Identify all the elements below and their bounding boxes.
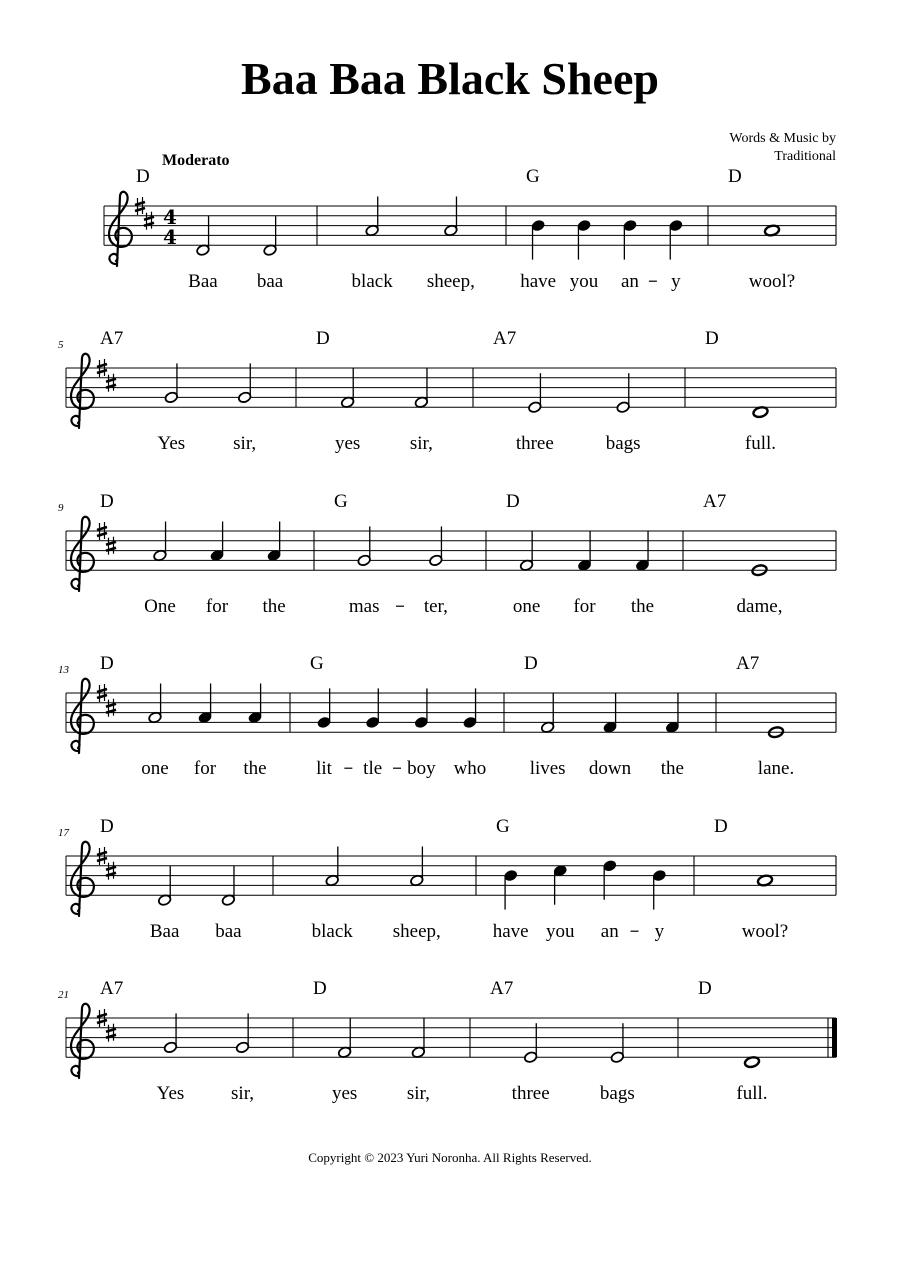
lyric-syllable: baa [215, 921, 242, 943]
sharp-bar [97, 689, 107, 692]
chord-symbol: G [496, 816, 510, 837]
note [577, 219, 591, 259]
measure-number: 5 [58, 339, 64, 351]
lyric-syllable: One [144, 596, 176, 618]
note [603, 693, 617, 733]
chord-symbol: G [334, 491, 348, 512]
lyric-syllable: lane. [757, 758, 795, 780]
lyric-syllable: one [512, 596, 541, 618]
sharp-bar [97, 370, 107, 373]
time-signature-numerator: 4 [163, 205, 177, 229]
measure-number: 13 [58, 664, 69, 676]
chord-symbol: A7 [490, 978, 514, 999]
staff-system [58, 978, 837, 1104]
note [365, 197, 379, 237]
time-signature-denominator: 4 [163, 225, 177, 249]
final-thick-barline [832, 1018, 837, 1057]
chord-symbol: D [705, 328, 719, 349]
lyric-syllable: the [630, 596, 655, 618]
lyric-syllable: full. [744, 433, 777, 455]
note [221, 866, 235, 906]
lyric-syllable: the [660, 758, 684, 780]
sharp-bar [106, 379, 116, 382]
note [610, 1023, 624, 1063]
lyric-syllable: wool? [741, 921, 789, 943]
measure [100, 816, 242, 942]
lyric-syllable: sheep, [392, 921, 441, 943]
sharp-bar [106, 542, 116, 545]
note [414, 368, 428, 408]
lyric-syllable: dame, [736, 596, 783, 618]
measure [490, 978, 635, 1104]
tempo-marking: Moderato [162, 152, 230, 169]
note [444, 197, 458, 237]
lyric-syllable: one [141, 758, 169, 780]
chord-symbol: D [100, 653, 114, 674]
lyric-syllable: lit [316, 758, 332, 780]
lyric-syllable: you [545, 921, 575, 943]
note [263, 216, 277, 256]
sharp-bar [135, 208, 145, 211]
lyric-syllable: bags [605, 433, 641, 455]
measure [506, 491, 654, 617]
sharp-bar [97, 858, 107, 861]
sharp-bar [144, 217, 154, 220]
lyric-syllable: Baa [188, 271, 218, 293]
sharp-bar [97, 533, 107, 536]
lyric-syllable: sheep, [426, 271, 475, 293]
measure [524, 653, 684, 779]
note [503, 869, 517, 909]
lyric-syllable: sir, [233, 433, 257, 455]
lyric-syllable: an [620, 271, 639, 293]
credits-line-1: Words & Music by [729, 131, 836, 146]
treble-clef [71, 679, 94, 753]
note [531, 219, 545, 259]
lyric-syllable: lives [529, 758, 566, 780]
measure [313, 978, 430, 1104]
note [153, 522, 167, 562]
note [635, 531, 649, 571]
lyric-syllable: yes [331, 1083, 358, 1105]
sharp-symbol [106, 862, 116, 880]
measure [334, 491, 448, 617]
lyric-syllable: who [453, 758, 487, 780]
measure [493, 816, 667, 942]
sharp-bar [97, 1020, 107, 1023]
lyric-syllable: have [492, 921, 529, 943]
chord-symbol: D [136, 166, 150, 187]
note [665, 693, 679, 733]
sharp-bar [106, 704, 116, 707]
note [652, 869, 666, 909]
lyric-syllable: black [311, 921, 353, 943]
staff-system [58, 491, 836, 617]
note [198, 684, 212, 724]
chord-symbol: D [524, 653, 538, 674]
note [411, 1018, 425, 1058]
chord-symbol: D [316, 328, 330, 349]
sharp-symbol [106, 1024, 116, 1042]
sharp-bar [97, 364, 107, 367]
measure [136, 166, 284, 292]
chord-symbol: A7 [736, 653, 760, 674]
chord-symbol: D [728, 166, 742, 187]
note [365, 688, 379, 728]
credits-line-2: Traditional [774, 149, 836, 164]
note [317, 688, 331, 728]
sharp-bar [97, 1014, 107, 1017]
treble-clef [71, 354, 94, 428]
lyric-syllable: an [600, 921, 619, 943]
lyric-syllable: y [671, 271, 681, 293]
lyric-syllable: the [262, 596, 286, 618]
note [325, 847, 339, 887]
measure [714, 816, 788, 942]
measure [493, 328, 641, 454]
lyric-syllable: baa [256, 271, 284, 293]
note [196, 216, 210, 256]
chord-symbol: D [506, 491, 520, 512]
measure [728, 166, 795, 292]
treble-clef [71, 842, 94, 916]
note [340, 368, 354, 408]
note [267, 522, 281, 562]
lyric-syllable: wool? [748, 271, 796, 293]
note [519, 531, 533, 571]
staff-system [58, 816, 836, 942]
lyric-syllable: the [243, 758, 267, 780]
measure-number: 9 [58, 502, 64, 514]
lyric-syllable: have [520, 271, 557, 293]
chord-symbol: G [310, 653, 324, 674]
sharp-symbol [144, 212, 154, 230]
lyric-syllable: Yes [156, 1083, 185, 1105]
copyright-notice: Copyright © 2023 Yuri Noronha. All Rights Reserved. [308, 1150, 592, 1165]
lyric-syllable: for [193, 758, 217, 780]
measure-number: 17 [58, 827, 69, 839]
note [523, 1023, 537, 1063]
chord-symbol: D [698, 978, 712, 999]
measure [705, 328, 776, 454]
lyric-syllable: bags [599, 1083, 635, 1105]
lyric-syllable: full. [736, 1083, 768, 1105]
note [528, 373, 542, 413]
measure [736, 653, 794, 779]
lyric-syllable: Yes [157, 433, 186, 455]
note [553, 864, 567, 904]
lyric-syllable: for [205, 596, 229, 618]
sharp-bar [106, 1029, 116, 1032]
note [235, 1013, 249, 1053]
measure [698, 978, 768, 1104]
treble-clef [71, 1004, 94, 1078]
sharp-symbol [106, 699, 116, 717]
note [164, 363, 178, 403]
measure [100, 328, 256, 454]
note [210, 522, 224, 562]
lyric-syllable: sir, [406, 1083, 430, 1105]
lyric-syllable: mas [348, 596, 380, 618]
chord-symbol: D [100, 816, 114, 837]
lyric-syllable: for [573, 596, 596, 618]
lyric-syllable: yes [334, 433, 361, 455]
chord-symbol: A7 [493, 328, 517, 349]
chord-symbol: A7 [100, 978, 124, 999]
note [163, 1013, 177, 1053]
note [540, 693, 554, 733]
measure [352, 197, 475, 293]
measure [100, 491, 286, 617]
note [410, 847, 424, 887]
note [248, 684, 262, 724]
lyric-syllable: Baa [149, 921, 180, 943]
note [357, 526, 371, 566]
sharp-bar [97, 695, 107, 698]
measure [312, 847, 441, 943]
measure [310, 653, 486, 779]
chord-symbol: D [714, 816, 728, 837]
lyric-syllable: black [351, 271, 393, 293]
measure-number: 21 [58, 989, 69, 1001]
sharp-bar [135, 202, 145, 205]
measure [316, 328, 433, 454]
lyric-syllable: boy [407, 758, 436, 780]
sharp-symbol [106, 537, 116, 555]
lyric-syllable: three [515, 433, 554, 455]
note [669, 219, 683, 259]
note [616, 373, 630, 413]
lyric-syllable: sir, [231, 1083, 255, 1105]
note [237, 363, 251, 403]
lyric-syllable: sir, [409, 433, 433, 455]
measure [100, 653, 267, 779]
note [463, 688, 477, 728]
note [337, 1018, 351, 1058]
lyric-syllable: down [588, 758, 632, 780]
chord-symbol: A7 [100, 328, 124, 349]
chord-symbol: D [100, 491, 114, 512]
lyric-syllable: you [569, 271, 599, 293]
note [157, 866, 171, 906]
lyric-syllable: tle [363, 758, 383, 780]
sharp-symbol [106, 374, 116, 392]
chord-symbol: G [526, 166, 540, 187]
sharp-bar [97, 852, 107, 855]
sharp-bar [97, 527, 107, 530]
song-title: Baa Baa Black Sheep [241, 53, 659, 104]
note [603, 859, 617, 899]
note [577, 531, 591, 571]
measure [520, 166, 683, 292]
chord-symbol: A7 [703, 491, 727, 512]
lyric-syllable: y [654, 921, 665, 943]
staff-system [58, 653, 836, 779]
sharp-bar [106, 867, 116, 870]
treble-clef [71, 517, 94, 591]
measure [100, 978, 254, 1104]
staff-system [104, 166, 836, 292]
treble-clef [109, 192, 132, 266]
chord-symbol: D [313, 978, 327, 999]
note [414, 688, 428, 728]
staff-system [58, 328, 836, 454]
note [148, 684, 162, 724]
note [623, 219, 637, 259]
lyric-syllable: ter, [423, 596, 448, 618]
lyric-syllable: three [511, 1083, 550, 1105]
note [429, 526, 443, 566]
measure [703, 491, 782, 617]
